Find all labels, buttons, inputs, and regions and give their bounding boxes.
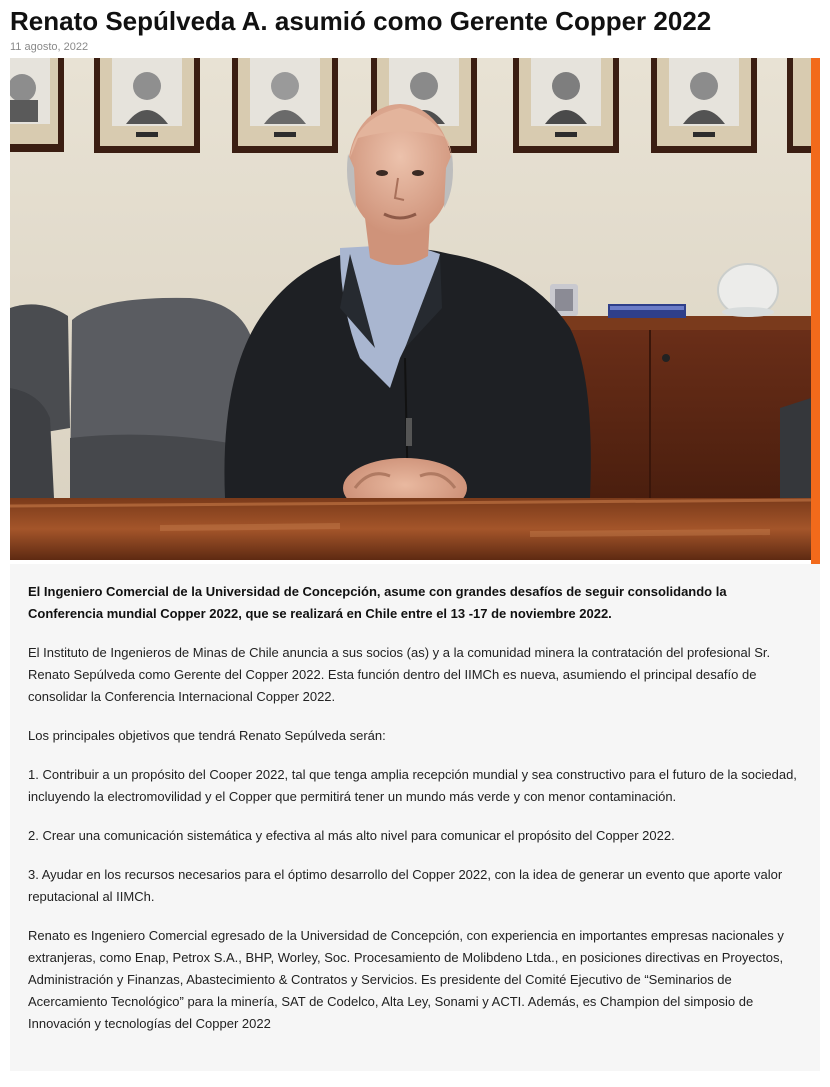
article-content bbox=[28, 581, 800, 1052]
objective-item: 2. Crear una comunicación sistemática y efectiva al más alto nivel para comunicar el propósito del Copper 2022. bbox=[28, 828, 675, 843]
body-paragraph: Renato es Ingeniero Comercial egresado de la Universidad de Concepción, con experiencia en importantes empresas nacionales y extranjeras, como Enap, Petrox S.A., BHP, Worley, Soc. Procesamiento de Molibdeno Ltda., en posiciones directivas en Proyectos, Administración y Finanzas, Abastecimiento & Contratos y Servicios. Es presidente del Comité Ejecutivo de “Seminarios de Acercamiento Tecnológico” para la minería, SAT de Codelco, Alta Ley, Sonami y ACTI. Además, es Champion del simposio de Innovación y tecnologías del Copper 2022 bbox=[28, 928, 784, 1031]
body-paragraph: El Instituto de Ingenieros de Minas de Chile anuncia a sus socios (as) y a la comunidad minera la contratación del profesional Sr. Renato Sepúlveda como Gerente del Copper 2022. Esta función dentro del IIMCh es nueva, asumiendo el principal desafío de consolidar la Conferencia Internacional Copper 2022. bbox=[28, 645, 771, 704]
objective-item: 3. Ayudar en los recursos necesarios para el óptimo desarrollo del Copper 2022, con la idea de generar un evento que aporte valor reputacional al IIMCh. bbox=[28, 867, 783, 904]
accent-bar bbox=[811, 58, 820, 564]
photo-icon bbox=[10, 58, 811, 560]
article-date: 11 agosto, 2022 bbox=[10, 41, 89, 53]
objective-item: 1. Contribuir a un propósito del Cooper 2022, tal que tenga amplia recepción mundial y sea constructivo para el futuro de la sociedad, incluyendo la electromovilidad y el Copper que permitirá tener un mundo más verde y con menor contaminación. bbox=[28, 767, 797, 804]
body-paragraph: Los principales objetivos que tendrá Renato Sepúlveda serán: bbox=[28, 728, 386, 743]
article-title: Renato Sepúlveda A. asumió como Gerente Copper 2022 bbox=[10, 6, 712, 36]
hero-photo bbox=[10, 58, 811, 560]
lead-paragraph: El Ingeniero Comercial de la Universidad de Concepción, asume con grandes desafíos de seguir consolidando la Conferencia mundial Copper 2022, que se realizará en Chile entre el 13 -17 de noviembre 2022. bbox=[28, 584, 727, 621]
